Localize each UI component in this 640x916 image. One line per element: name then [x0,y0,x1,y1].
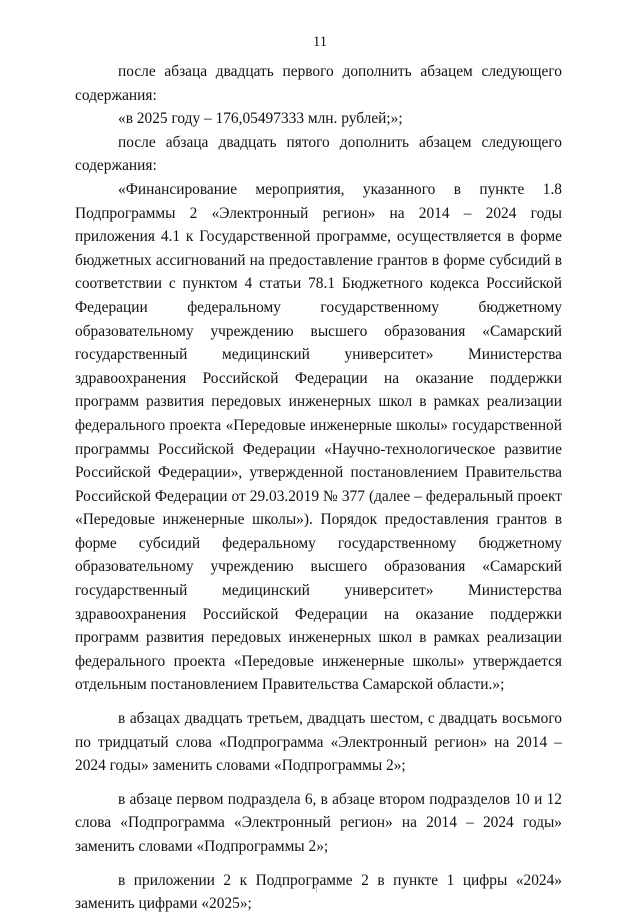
document-body [75,60,562,916]
paragraph-2: «в 2025 году – 176,05497333 млн. рублей;»; [118,110,403,128]
paragraph-4: «Финансирование мероприятия, указанного в пункте 1.8 Подпрограммы 2 «Электронный регион» на 2014 – 2024 годы приложения 4.1 к Государственной программе, осуществляется в форме бюджетных ассигнований на предоставление грантов в форме субсидий в соответствии с пунктом 4 статьи 78.1 Бюджетного кодекса Российской Федерации федеральному государственному бюджетному образовательному учреждению высшего образования «Самарский государственный медицинский университет» Министерства здравоохранения Российской Федерации на оказание поддержки программ развития передовых инженерных школ в рамках реализации федерального проекта «Передовые инженерные школы» государственной программы Российской Федерации «Научно-технологическое развитие Российской Федерации», утвержденной постановлением Правительства Российской Федерации от 29.03.2019 № 377 (далее – федеральный проект «Передовые инженерные школы»). Порядок предоставления грантов в форме субсидий федеральному государственному бюджетному образовательному учреждению высшего образования «Самарский государственный медицинский университет» Министерства здравоохранения Российской Федерации на оказание поддержки программ развития передовых инженерных школ в рамках реализации федерального проекта «Передовые инженерные школы» утверждается отдельным постановлением Правительства Самарской области.»; [75,180,562,694]
paragraph-1: после абзаца двадцать первого дополнить абзацем следующего содержания: [75,63,562,104]
paragraph-6: в абзаце первом подраздела 6, в абзаце втором подразделов 10 и 12 слова «Подпрограмма «Электронный регион» на 2014 – 2024 годы» заменить словами «Подпрограммы 2»; [75,790,562,855]
scan-artifact [316,884,320,892]
paragraph-3: после абзаца двадцать пятого дополнить абзацем следующего содержания: [75,133,562,175]
paragraph-7: в приложении 2 к Подпрограмме 2 в пункте 1 цифры «2024» заменить цифрами «2025»; [75,871,562,913]
page-number: 11 [313,34,327,50]
paragraph-5: в абзацах двадцать третьем, двадцать шестом, с двадцать восьмого по тридцатый слова «Подпрограмма «Электронный регион» на 2014 – 2024 годы» заменить словами «Подпрограммы 2»; [75,710,562,775]
